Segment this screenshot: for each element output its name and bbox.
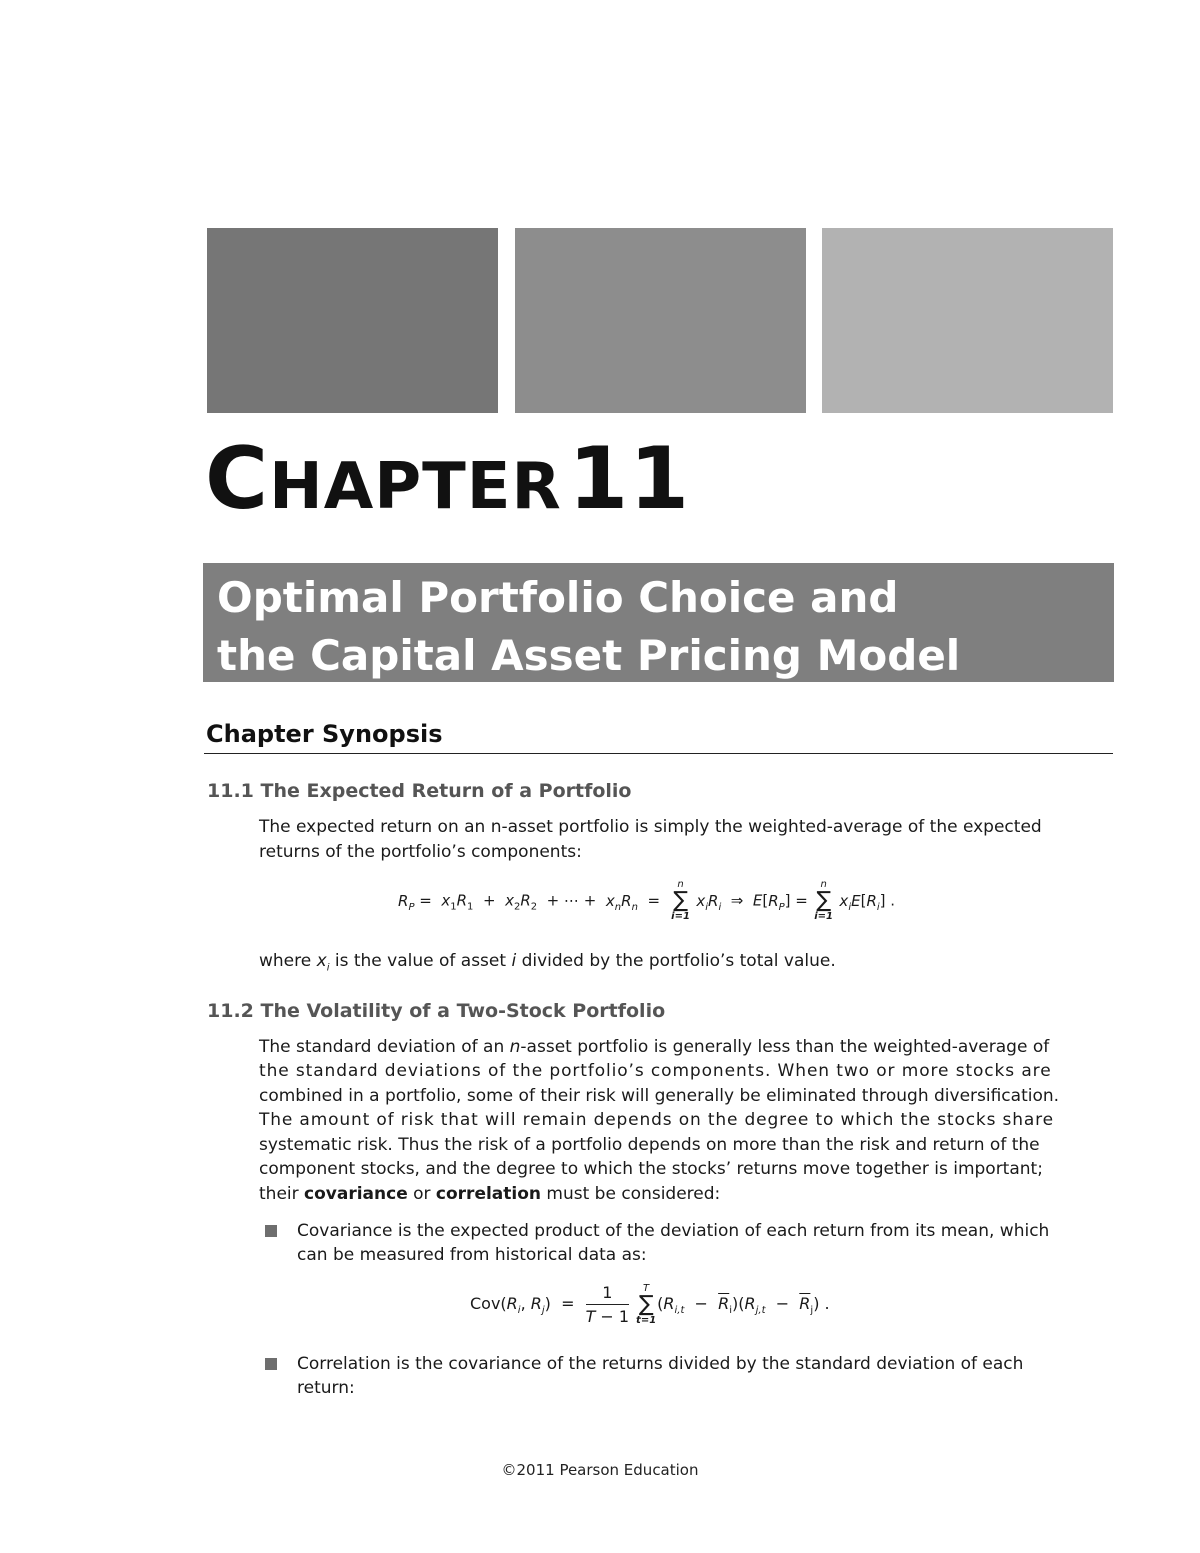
section-11-2-para-line-5: systematic risk. Thus the risk of a portfolio depends on more than the risk and return of the [259, 1135, 1040, 1155]
where-text-2: is the value of asset [329, 951, 512, 971]
chapter-title-line-1: Optimal Portfolio Choice and [217, 573, 899, 622]
where-text-3: divided by the portfolio’s total value. [516, 951, 836, 971]
para-line-1-text-a: The standard deviation of an [259, 1037, 510, 1057]
section-11-2-para-line-4: The amount of risk that will remain depends on the degree to which the stocks share [259, 1110, 1054, 1130]
section-11-1-where-line [259, 949, 836, 981]
chapter-number: 11 [568, 429, 691, 529]
where-var-sub: i [326, 962, 330, 974]
decor-block-dark [207, 228, 498, 413]
para-last-text-a: their [259, 1184, 305, 1204]
section-11-2-para-line-2: the standard deviations of the portfolio’s components. When two or more stocks are [259, 1061, 1052, 1081]
section-11-1-para-line-1: The expected return on an n-asset portfolio is simply the weighted-average of the expected [259, 817, 1042, 837]
covariance-formula: $Cov(R_i$, $R_j$) = $\frac{1}{T - 1}$ T ∑ t=1 $(R_{i,t} - \overline{R}_i)(R_{j,t} - \overline{R}_j)$ . [470, 1282, 830, 1326]
where-text-1: where [259, 951, 317, 971]
bullet-1-line-1: Covariance is the expected product of the deviation of each return from its mean, which [297, 1221, 1050, 1241]
section-11-1-para-line-2: returns of the portfolio’s components: [259, 842, 582, 862]
decor-block-medium [515, 228, 806, 413]
decor-block-light [822, 228, 1113, 413]
para-line-1-text-b: -asset portfolio is generally less than the weighted-average of [520, 1037, 1050, 1057]
para-last-text-b: must be considered: [541, 1184, 721, 1204]
para-line-1-n: n [509, 1037, 521, 1057]
bullet-2-line-1: Correlation is the covariance of the returns divided by the standard deviation of each [297, 1354, 1024, 1374]
section-11-2-para-line-7 [259, 1182, 720, 1207]
where-var-x: x [316, 951, 327, 971]
keyword-covariance: covariance [304, 1184, 408, 1204]
synopsis-divider [204, 753, 1113, 754]
synopsis-heading: Chapter Synopsis [206, 720, 443, 748]
chapter-heading [205, 429, 691, 529]
chapter-prefix-initial: C [205, 429, 270, 529]
bullet-2-line-2: return: [297, 1378, 355, 1398]
bullet-square-icon [265, 1358, 277, 1370]
where-var-i: i [511, 951, 517, 971]
section-11-1-heading: 11.1 The Expected Return of a Portfolio [207, 780, 632, 802]
section-11-2-heading: 11.2 The Volatility of a Two-Stock Portfolio [207, 1000, 666, 1022]
section-11-2-para-line-6: component stocks, and the degree to which the stocks’ returns move together is important; [259, 1159, 1043, 1179]
keyword-correlation: correlation [435, 1184, 542, 1204]
para-last-text-or: or [407, 1184, 436, 1204]
chapter-title-banner [203, 563, 1114, 682]
chapter-title-line-2: the Capital Asset Pricing Model [217, 631, 961, 680]
page-footer-copyright: ©2011 Pearson Education [501, 1461, 699, 1479]
expected-return-formula: $R_P = x_1R_1 + x_2R_2$ + ⋯ + $x_nR_n$ = n ∑ i=1 $x_iR_i$ ⇒ $E[R_P]$ = n ∑ i=1 $x_iE[R_i]$ . [398, 879, 896, 922]
section-11-2-para-line-1 [259, 1035, 1049, 1060]
bullet-1-line-2: can be measured from historical data as: [297, 1245, 647, 1265]
chapter-prefix-rest: HAPTER [269, 450, 562, 524]
section-11-2-para-line-3: combined in a portfolio, some of their risk will generally be eliminated through diversification. [259, 1086, 1060, 1106]
bullet-square-icon [265, 1225, 277, 1237]
